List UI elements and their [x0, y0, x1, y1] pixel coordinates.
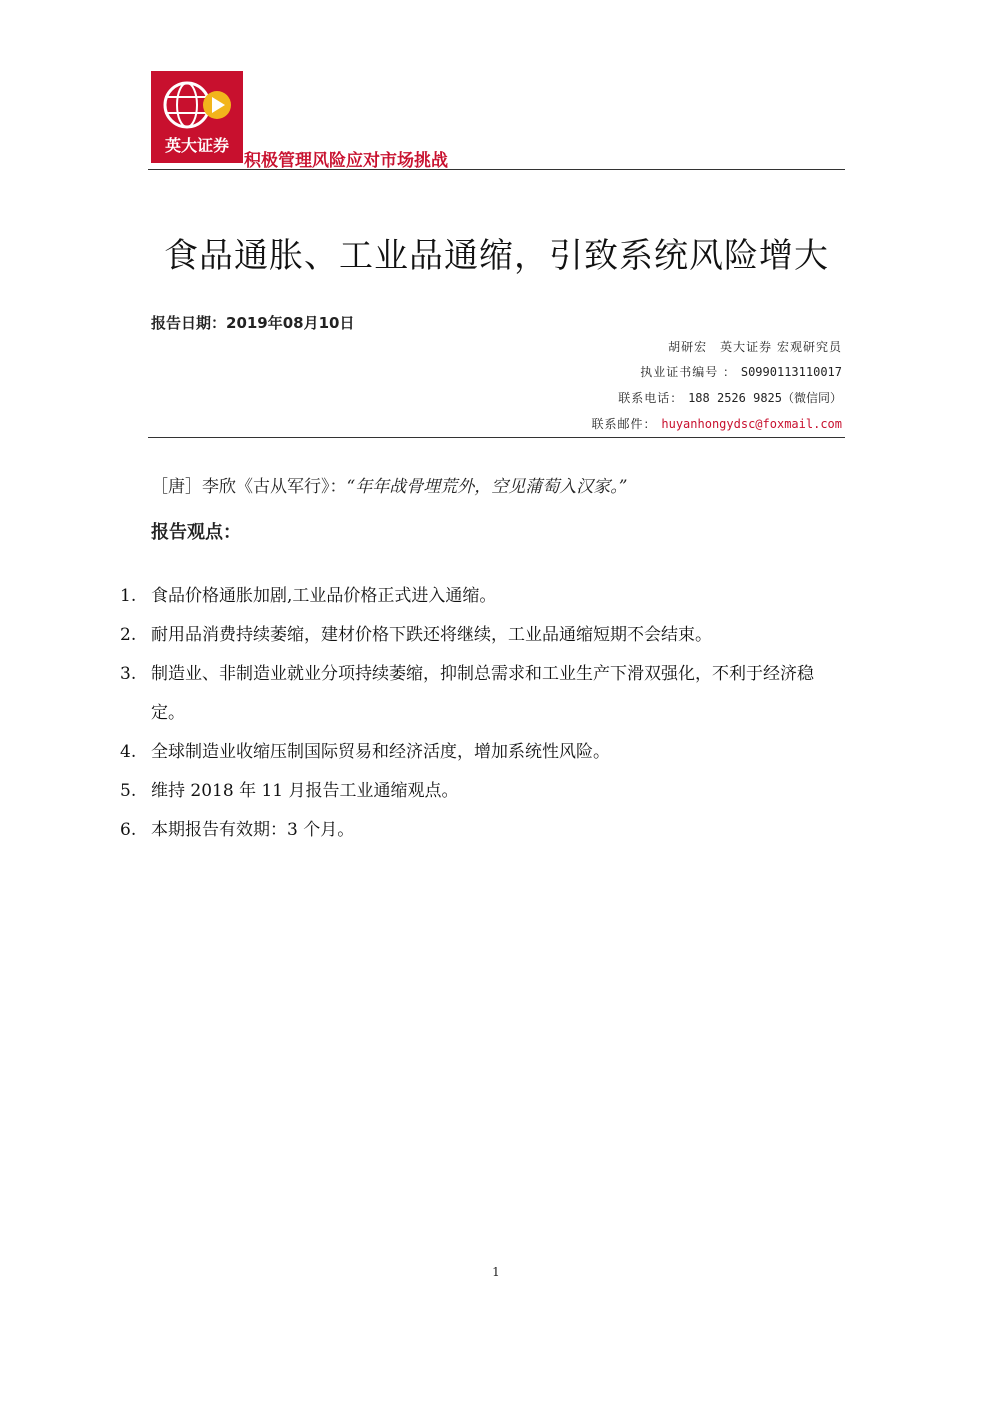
- analyst-phone-line: [618, 389, 842, 406]
- list-item-number: 5.: [120, 781, 137, 801]
- phone-number: 188 2526 9825（微信同）: [688, 391, 842, 405]
- quote-verse: “年年战骨埋荒外，空见蒲萄入汉家。”: [346, 477, 628, 497]
- analyst-license-line: [640, 363, 842, 380]
- email-link[interactable]: huyanhongydsc@foxmail.com: [661, 417, 842, 431]
- quote-source: ［唐］李欣《古从军行》：: [151, 477, 347, 497]
- list-item-number: 3.: [120, 664, 137, 684]
- list-item-number: 6.: [120, 820, 137, 840]
- list-item: [120, 655, 845, 733]
- report-points-list: [120, 577, 845, 850]
- list-item-text: 制造业、非制造业就业分项持续萎缩，抑制总需求和工业生产下滑双强化，不利于经济稳定。: [151, 664, 814, 723]
- list-item: [120, 616, 845, 655]
- list-item-text: 耐用品消费持续萎缩，建材价格下跌还将继续，工业品通缩短期不会结束。: [151, 625, 712, 645]
- list-item-number: 4.: [120, 742, 137, 762]
- list-item-number: 2.: [120, 625, 137, 645]
- report-date: 报告日期：2019年08月10日: [151, 314, 355, 332]
- company-logo: [151, 71, 243, 163]
- list-item: [120, 733, 845, 772]
- list-item-text: 本期报告有效期：3 个月。: [151, 820, 355, 840]
- list-item-text: 维持 2018 年 11 月报告工业通缩观点。: [151, 781, 459, 801]
- logo-globe-icon: [159, 77, 235, 133]
- list-item: [120, 577, 845, 616]
- list-item-text: 全球制造业收缩压制国际贸易和经济活度，增加系统性风险。: [151, 742, 610, 762]
- list-item-text: 食品价格通胀加剧,工业品价格正式进入通缩。: [151, 586, 497, 606]
- report-title: 食品通胀、工业品通缩，引致系统风险增大: [164, 236, 829, 276]
- list-item: [120, 772, 845, 811]
- poem-quote: [151, 472, 627, 497]
- page-number: 1: [492, 1265, 500, 1279]
- header-slogan: 积极管理风险应对市场挑战: [244, 151, 448, 171]
- header-divider: [148, 169, 845, 170]
- phone-label: 联系电话：: [618, 391, 684, 405]
- analyst-name: 胡研宏 英大证券 宏观研究员: [668, 340, 842, 354]
- email-label: 联系邮件：: [591, 417, 657, 431]
- analyst-divider: [148, 437, 845, 438]
- analyst-name-line: [668, 338, 842, 355]
- analyst-email-line: [592, 415, 842, 432]
- license-label: 执业证书编号 ：: [640, 365, 737, 379]
- list-item-number: 1.: [120, 586, 137, 606]
- license-number: S0990113110017: [740, 365, 842, 379]
- list-item: [120, 811, 845, 850]
- logo-text: 英大证券: [164, 136, 229, 155]
- section-heading: 报告观点：: [151, 522, 241, 543]
